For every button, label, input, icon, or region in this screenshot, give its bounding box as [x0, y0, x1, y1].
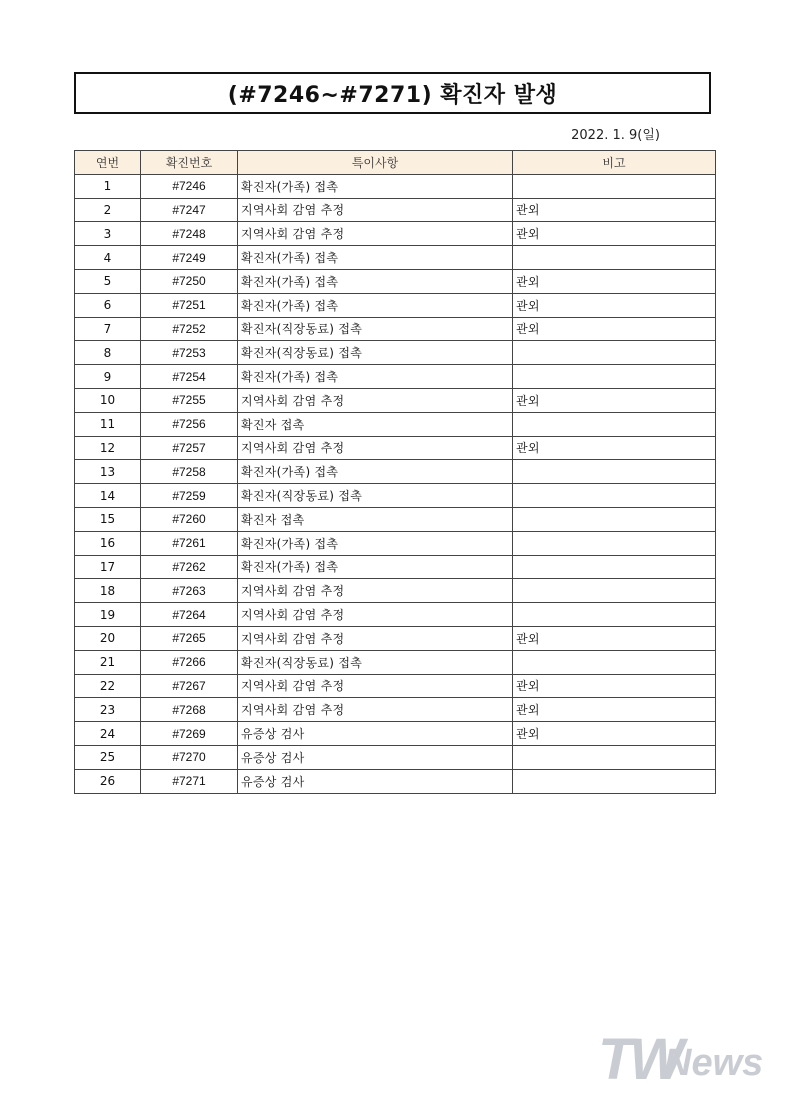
remarks-cell: 관외: [513, 388, 716, 412]
serial-cell: 12: [75, 436, 141, 460]
table-row: [75, 769, 716, 793]
table-row: [75, 293, 716, 317]
remarks-cell: [513, 460, 716, 484]
serial-cell: 5: [75, 269, 141, 293]
table-row: [75, 626, 716, 650]
table-row: [75, 317, 716, 341]
remarks-cell: [513, 555, 716, 579]
remarks-cell: 관외: [513, 698, 716, 722]
notes-cell: 확진자(가족) 접촉: [238, 269, 513, 293]
serial-cell: 21: [75, 650, 141, 674]
case-number-cell: #7252: [141, 317, 238, 341]
serial-cell: 19: [75, 603, 141, 627]
notes-cell: 확진자 접촉: [238, 507, 513, 531]
notes-cell: 지역사회 감염 추정: [238, 198, 513, 222]
remarks-cell: 관외: [513, 269, 716, 293]
case-number-cell: #7255: [141, 388, 238, 412]
case-number-cell: #7264: [141, 603, 238, 627]
notes-cell: 유증상 검사: [238, 745, 513, 769]
remarks-cell: 관외: [513, 626, 716, 650]
serial-cell: 7: [75, 317, 141, 341]
table-row: [75, 603, 716, 627]
case-number-cell: #7266: [141, 650, 238, 674]
case-number-cell: #7257: [141, 436, 238, 460]
table-header-row: [75, 151, 716, 175]
remarks-cell: 관외: [513, 293, 716, 317]
notes-cell: 확진자(가족) 접촉: [238, 246, 513, 270]
case-number-cell: #7270: [141, 745, 238, 769]
case-number-cell: #7253: [141, 341, 238, 365]
notes-cell: 지역사회 감염 추정: [238, 674, 513, 698]
page-title: (#7246~#7271) 확진자 발생: [74, 72, 711, 114]
case-number-cell: #7258: [141, 460, 238, 484]
case-number-cell: #7246: [141, 174, 238, 198]
case-number-cell: #7267: [141, 674, 238, 698]
serial-cell: 13: [75, 460, 141, 484]
table-row: [75, 412, 716, 436]
serial-cell: 1: [75, 174, 141, 198]
remarks-cell: [513, 507, 716, 531]
table-row: [75, 579, 716, 603]
case-number-cell: #7268: [141, 698, 238, 722]
serial-cell: 10: [75, 388, 141, 412]
table-row: [75, 507, 716, 531]
notes-cell: 지역사회 감염 추정: [238, 698, 513, 722]
remarks-cell: [513, 341, 716, 365]
case-number-cell: #7263: [141, 579, 238, 603]
serial-cell: 25: [75, 745, 141, 769]
serial-cell: 3: [75, 222, 141, 246]
table-row: [75, 365, 716, 389]
notes-cell: 확진자(가족) 접촉: [238, 555, 513, 579]
table-row: [75, 269, 716, 293]
remarks-cell: [513, 745, 716, 769]
notes-cell: 확진자(직장동료) 접촉: [238, 650, 513, 674]
notes-cell: 확진자(가족) 접촉: [238, 460, 513, 484]
case-number-cell: #7247: [141, 198, 238, 222]
notes-cell: 확진자(가족) 접촉: [238, 531, 513, 555]
serial-cell: 15: [75, 507, 141, 531]
serial-cell: 2: [75, 198, 141, 222]
report-date: 2022. 1. 9(일): [571, 128, 660, 143]
table-row: [75, 341, 716, 365]
remarks-cell: [513, 174, 716, 198]
case-number-cell: #7271: [141, 769, 238, 793]
table-row: [75, 650, 716, 674]
case-number-cell: #7259: [141, 484, 238, 508]
remarks-cell: [513, 769, 716, 793]
notes-cell: 확진자(가족) 접촉: [238, 293, 513, 317]
serial-cell: 9: [75, 365, 141, 389]
notes-cell: 지역사회 감염 추정: [238, 436, 513, 460]
table-row: [75, 388, 716, 412]
table-row: [75, 222, 716, 246]
notes-cell: 확진자(직장동료) 접촉: [238, 317, 513, 341]
cases-table: [74, 150, 716, 794]
table-row: [75, 484, 716, 508]
case-number-cell: #7260: [141, 507, 238, 531]
serial-cell: 17: [75, 555, 141, 579]
serial-cell: 8: [75, 341, 141, 365]
case-number-cell: #7265: [141, 626, 238, 650]
notes-cell: 확진자 접촉: [238, 412, 513, 436]
remarks-cell: [513, 484, 716, 508]
remarks-cell: 관외: [513, 317, 716, 341]
remarks-cell: 관외: [513, 198, 716, 222]
header-case-number: 확진번호: [141, 151, 238, 175]
serial-cell: 4: [75, 246, 141, 270]
serial-cell: 24: [75, 722, 141, 746]
case-number-cell: #7261: [141, 531, 238, 555]
table-row: [75, 198, 716, 222]
notes-cell: 지역사회 감염 추정: [238, 579, 513, 603]
watermark-logo-text: News: [664, 1042, 764, 1084]
table-row: [75, 745, 716, 769]
table-row: [75, 674, 716, 698]
header-remarks: 비고: [513, 151, 716, 175]
table-row: [75, 555, 716, 579]
serial-cell: 26: [75, 769, 141, 793]
serial-cell: 20: [75, 626, 141, 650]
table-row: [75, 531, 716, 555]
remarks-cell: 관외: [513, 222, 716, 246]
header-serial: 연번: [75, 151, 141, 175]
table-row: [75, 722, 716, 746]
notes-cell: 확진자(가족) 접촉: [238, 174, 513, 198]
serial-cell: 22: [75, 674, 141, 698]
remarks-cell: [513, 412, 716, 436]
table-row: [75, 246, 716, 270]
serial-cell: 16: [75, 531, 141, 555]
serial-cell: 18: [75, 579, 141, 603]
case-number-cell: #7262: [141, 555, 238, 579]
table-row: [75, 436, 716, 460]
case-number-cell: #7248: [141, 222, 238, 246]
remarks-cell: 관외: [513, 674, 716, 698]
table-row: [75, 698, 716, 722]
serial-cell: 14: [75, 484, 141, 508]
table-row: [75, 174, 716, 198]
watermark-logo-mark: TW: [598, 1027, 681, 1092]
notes-cell: 지역사회 감염 추정: [238, 603, 513, 627]
case-number-cell: #7250: [141, 269, 238, 293]
notes-cell: 확진자(직장동료) 접촉: [238, 484, 513, 508]
notes-cell: 확진자(직장동료) 접촉: [238, 341, 513, 365]
notes-cell: 확진자(가족) 접촉: [238, 365, 513, 389]
case-number-cell: #7251: [141, 293, 238, 317]
notes-cell: 유증상 검사: [238, 722, 513, 746]
case-number-cell: #7249: [141, 246, 238, 270]
serial-cell: 6: [75, 293, 141, 317]
remarks-cell: [513, 579, 716, 603]
notes-cell: 지역사회 감염 추정: [238, 388, 513, 412]
serial-cell: 11: [75, 412, 141, 436]
remarks-cell: [513, 603, 716, 627]
remarks-cell: [513, 650, 716, 674]
serial-cell: 23: [75, 698, 141, 722]
case-number-cell: #7254: [141, 365, 238, 389]
watermark-logo: [598, 1026, 778, 1104]
case-number-cell: #7256: [141, 412, 238, 436]
case-number-cell: #7269: [141, 722, 238, 746]
notes-cell: 유증상 검사: [238, 769, 513, 793]
header-notes: 특이사항: [238, 151, 513, 175]
remarks-cell: [513, 365, 716, 389]
notes-cell: 지역사회 감염 추정: [238, 222, 513, 246]
remarks-cell: 관외: [513, 436, 716, 460]
remarks-cell: [513, 531, 716, 555]
notes-cell: 지역사회 감염 추정: [238, 626, 513, 650]
table-row: [75, 460, 716, 484]
remarks-cell: 관외: [513, 722, 716, 746]
remarks-cell: [513, 246, 716, 270]
